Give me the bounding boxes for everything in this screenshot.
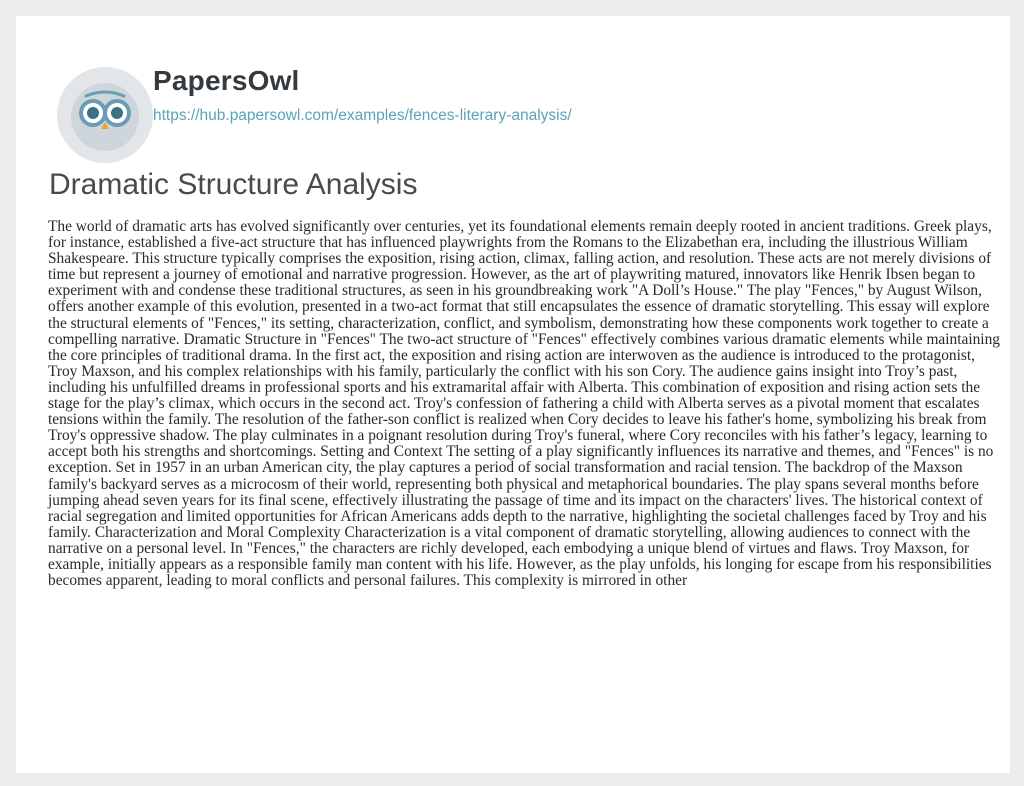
source-url-link[interactable]: https://hub.papersowl.com/examples/fences-literary-analysis/	[153, 107, 572, 124]
page-title: Dramatic Structure Analysis	[49, 168, 418, 201]
owl-logo-icon	[56, 66, 154, 164]
brand-name: PapersOwl	[153, 65, 300, 96]
owl-logo-graphic	[56, 66, 154, 164]
essay-body-text: The world of dramatic arts has evolved significantly over centuries, yet its foundational elements remain deeply rooted in ancient traditions. Greek plays, for instance, established a five-act structure that has influenced playwrights from the Romans to the Elizabethan era, including the illustrious William Shakespeare. This structure typically comprises the exposition, rising action, climax, falling action, and resolution. These acts are not merely divisions of time but represent a journey of emotional and narrative progression. However, as the art of playwriting matured, innovators like Henrik Ibsen began to experiment with and condense these traditional structures, as seen in his groundbreaking work "A Doll’s House." The play "Fences," by August Wilson, offers another example of this evolution, presented in a two-act format that still encapsulates the essence of dramatic storytelling. This essay will explore the structural elements of "Fences," its setting, characterization, conflict, and symbolism, demonstrating how these components work together to create a compelling narrative. Dramatic Structure in "Fences" The two-act structure of "Fences" effectively combines various dramatic elements while maintaining the core principles of traditional drama. In the first act, the exposition and rising action are interwoven as the audience is introduced to the protagonist, Troy Maxson, and his complex relationships with his family, particularly the conflict with his son Cory. The audience gains insight into Troy’s past, including his unfulfilled dreams in professional sports and his extramarital affair with Alberta. This combination of exposition and rising action sets the stage for the play’s climax, which occurs in the second act. Troy's confession of fathering a child with Alberta serves as a pivotal moment that escalates tensions within the family. The resolution of the father-son conflict is realized when Cory decides to leave his father's home, symbolizing his break from Troy's oppressive shadow. The play culminates in a poignant resolution during Troy's funeral, where Cory reconciles with his father’s legacy, learning to accept both his strengths and shortcomings. Setting and Context The setting of a play significantly influences its narrative and themes, and "Fences" is no exception. Set in 1957 in an urban American city, the play captures a period of social transformation and racial tension. The backdrop of the Maxson family's backyard serves as a microcosm of their world, representing both physical and metaphorical boundaries. The play spans several months before jumping ahead seven years for its final scene, effectively illustrating the passage of time and its impact on the characters' lives. The historical context of racial segregation and limited opportunities for African Americans adds depth to the narrative, highlighting the societal challenges faced by Troy and his family. Characterization and Moral Complexity Characterization is a vital component of dramatic storytelling, allowing audiences to connect with the narrative on a personal level. In "Fences," the characters are richly developed, each embodying a unique blend of virtues and flaws. Troy Maxson, for example, initially appears as a responsible family man content with his life. However, as the play unfolds, his longing for escape from his responsibilities becomes apparent, leading to moral conflicts and personal failures. This complexity is mirrored in other	[48, 218, 1000, 590]
document-page	[16, 16, 1010, 773]
